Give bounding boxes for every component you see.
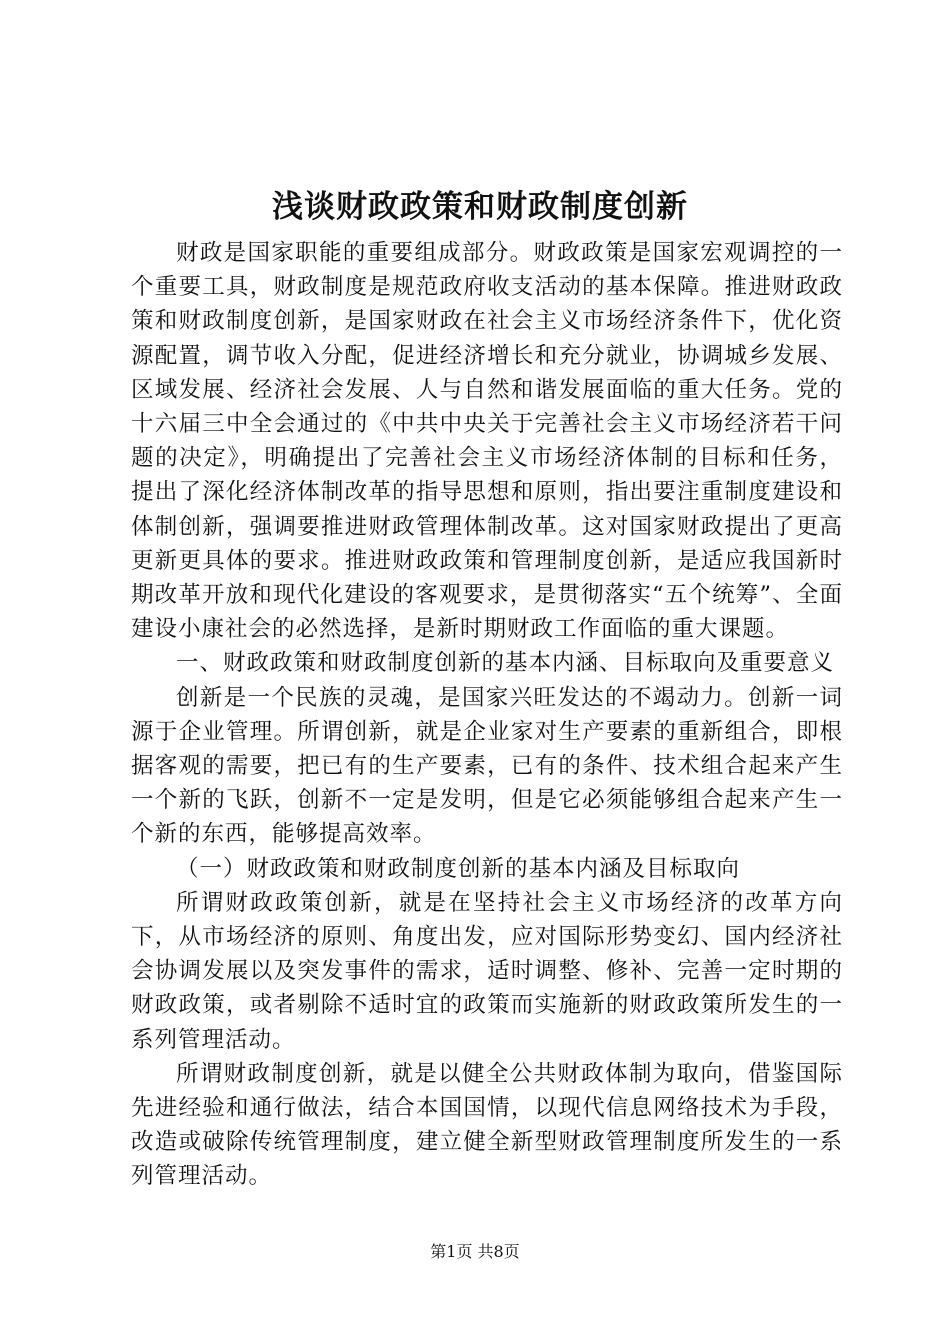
paragraph-policy-innovation: 所谓财政政策创新，就是在坚持社会主义市场经济的改革方向下，从市场经济的原则、角度出发，应对国际形势变幻、国内经济社会协调发展以及突发事件的需求，适时调整、修补、完善一定时期的财政政策，或者剔除不适时宜的政策而实施新的财政政策所发生的一系列管理活动。 xyxy=(131,889,843,1053)
page-footer: 第1页 共8页 xyxy=(430,1242,520,1261)
section-heading-1: 一、财政政策和财政制度创新的基本内涵、目标取向及重要意义 xyxy=(176,650,835,677)
paragraph-innovation: 创新是一个民族的灵魂，是国家兴旺发达的不竭动力。创新一词源于企业管理。所谓创新，就是企业家对生产要素的重新组合，即根据客观的需要，把已有的生产要素，已有的条件、技术组合起来产生一个新的飞跃，创新不一定是发明，但是它必须能够组合起来产生一个新的东西，能够提高效率。 xyxy=(131,684,843,848)
subsection-heading-1: （一）财政政策和财政制度创新的基本内涵及目标取向 xyxy=(176,855,741,882)
document-title: 浅谈财政政策和财政制度创新 xyxy=(272,189,688,225)
paragraph-intro: 财政是国家职能的重要组成部分。财政政策是国家宏观调控的一个重要工具，财政制度是规范政府收支活动的基本保障。推进财政政策和财政制度创新，是国家财政在社会主义市场经济条件下，优化资源配置，调节收入分配，促进经济增长和充分就业，协调城乡发展、区域发展、经济社会发展、人与自然和谐发展面临的重大任务。党的十六届三中全会通过的《中共中央关于完善社会主义市场经济若干问题的决定》，明确提出了完善社会主义市场经济体制的目标和任务，提出了深化经济体制改革的指导思想和原则，指出要注重制度建设和体制创新，强调要推进财政管理体制改革。这对国家财政提出了更高更新更具体的要求。推进财政政策和管理制度创新，是适应我国新时期改革开放和现代化建设的客观要求，是贯彻落实“五个统筹”、全面建设小康社会的必然选择，是新时期财政工作面临的重大课题。 xyxy=(131,240,843,643)
paragraph-system-innovation: 所谓财政制度创新，就是以健全公共财政体制为取向，借鉴国际先进经验和通行做法，结合本国国情，以现代信息网络技术为手段，改造或破除传统管理制度，建立健全新型财政管理制度所发生的一系列管理活动。 xyxy=(131,1060,843,1190)
document-body xyxy=(131,236,843,1194)
